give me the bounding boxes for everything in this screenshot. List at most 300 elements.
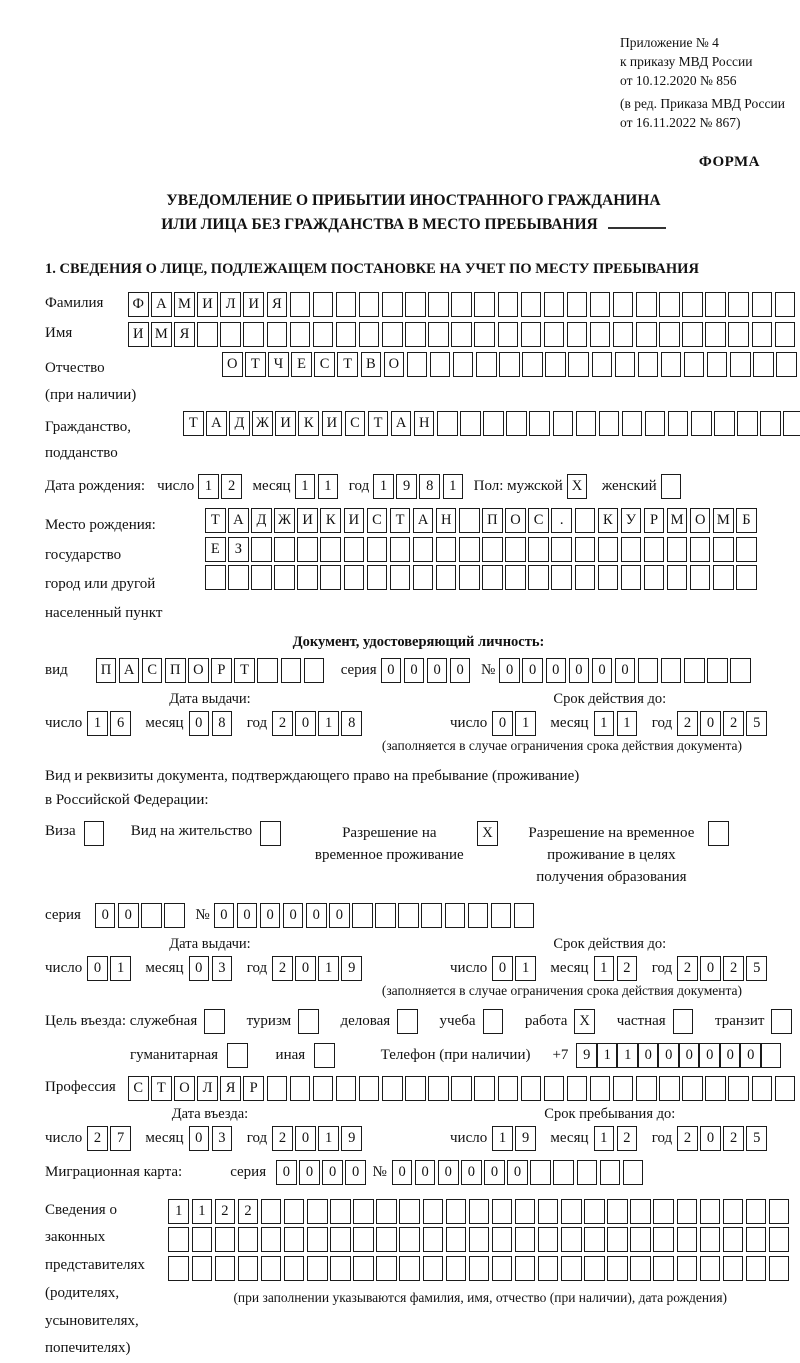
- purpose-service-checkbox[interactable]: [204, 1009, 225, 1034]
- char-box[interactable]: [544, 1076, 565, 1101]
- char-box[interactable]: 0: [415, 1160, 436, 1185]
- char-box[interactable]: [623, 1160, 644, 1185]
- char-box[interactable]: [453, 352, 474, 377]
- char-box[interactable]: [492, 1227, 513, 1252]
- sex-female-checkbox[interactable]: [661, 474, 682, 499]
- char-box[interactable]: [567, 292, 588, 317]
- char-box[interactable]: [661, 352, 682, 377]
- char-box[interactable]: [568, 352, 589, 377]
- char-box[interactable]: 0: [299, 1160, 320, 1185]
- char-box[interactable]: 1: [443, 474, 464, 499]
- char-box[interactable]: [600, 1160, 621, 1185]
- char-box[interactable]: [164, 903, 185, 928]
- char-box[interactable]: [474, 1076, 495, 1101]
- char-box[interactable]: [267, 1076, 288, 1101]
- char-box[interactable]: [714, 411, 735, 436]
- char-box[interactable]: [775, 1076, 796, 1101]
- char-box[interactable]: [645, 411, 666, 436]
- char-box[interactable]: [728, 322, 749, 347]
- purpose-other-checkbox[interactable]: [314, 1043, 335, 1068]
- char-box[interactable]: [644, 537, 665, 562]
- char-box[interactable]: [690, 565, 711, 590]
- char-box[interactable]: [330, 1256, 351, 1281]
- char-box[interactable]: 9: [341, 1126, 362, 1151]
- char-box[interactable]: [530, 1160, 551, 1185]
- char-box[interactable]: [251, 565, 272, 590]
- char-box[interactable]: 2: [617, 1126, 638, 1151]
- char-box[interactable]: 0: [522, 658, 543, 683]
- char-box[interactable]: 1: [318, 956, 339, 981]
- char-box[interactable]: Т: [205, 508, 226, 533]
- char-box[interactable]: 0: [283, 903, 304, 928]
- purpose-study-checkbox[interactable]: [483, 1009, 504, 1034]
- char-box[interactable]: 2: [238, 1199, 259, 1224]
- char-box[interactable]: [705, 292, 726, 317]
- char-box[interactable]: [677, 1227, 698, 1252]
- char-box[interactable]: [538, 1256, 559, 1281]
- char-box[interactable]: 0: [404, 658, 425, 683]
- char-box[interactable]: И: [197, 292, 218, 317]
- char-box[interactable]: 2: [221, 474, 242, 499]
- char-box[interactable]: М: [151, 322, 172, 347]
- char-box[interactable]: А: [119, 658, 140, 683]
- char-box[interactable]: [469, 1227, 490, 1252]
- char-box[interactable]: И: [243, 292, 264, 317]
- char-box[interactable]: Ф: [128, 292, 149, 317]
- char-box[interactable]: [451, 292, 472, 317]
- char-box[interactable]: [284, 1227, 305, 1252]
- char-box[interactable]: [459, 537, 480, 562]
- char-box[interactable]: 2: [215, 1199, 236, 1224]
- char-box[interactable]: [499, 352, 520, 377]
- char-box[interactable]: [483, 411, 504, 436]
- char-box[interactable]: [459, 565, 480, 590]
- char-box[interactable]: [638, 352, 659, 377]
- char-box[interactable]: 9: [341, 956, 362, 981]
- char-box[interactable]: [359, 1076, 380, 1101]
- char-box[interactable]: 2: [677, 1126, 698, 1151]
- char-box[interactable]: [506, 411, 527, 436]
- char-box[interactable]: [644, 565, 665, 590]
- char-box[interactable]: [723, 1227, 744, 1252]
- char-box[interactable]: [659, 292, 680, 317]
- char-box[interactable]: [630, 1227, 651, 1252]
- char-box[interactable]: 0: [679, 1043, 700, 1068]
- char-box[interactable]: 0: [450, 658, 471, 683]
- char-box[interactable]: [290, 322, 311, 347]
- char-box[interactable]: [320, 565, 341, 590]
- char-box[interactable]: [405, 322, 426, 347]
- char-box[interactable]: [353, 1199, 374, 1224]
- char-box[interactable]: [584, 1256, 605, 1281]
- char-box[interactable]: 6: [110, 711, 131, 736]
- char-box[interactable]: Е: [205, 537, 226, 562]
- char-box[interactable]: [622, 411, 643, 436]
- char-box[interactable]: [482, 537, 503, 562]
- char-box[interactable]: О: [222, 352, 243, 377]
- char-box[interactable]: [630, 1199, 651, 1224]
- char-box[interactable]: [304, 658, 325, 683]
- char-box[interactable]: [667, 537, 688, 562]
- char-box[interactable]: [307, 1256, 328, 1281]
- char-box[interactable]: [576, 411, 597, 436]
- char-box[interactable]: [598, 565, 619, 590]
- char-box[interactable]: [567, 1076, 588, 1101]
- char-box[interactable]: [192, 1256, 213, 1281]
- visa-checkbox[interactable]: [84, 821, 105, 846]
- char-box[interactable]: [492, 1256, 513, 1281]
- char-box[interactable]: .: [551, 508, 572, 533]
- char-box[interactable]: Н: [414, 411, 435, 436]
- char-box[interactable]: 0: [322, 1160, 343, 1185]
- char-box[interactable]: 8: [341, 711, 362, 736]
- char-box[interactable]: [367, 565, 388, 590]
- char-box[interactable]: 8: [419, 474, 440, 499]
- char-box[interactable]: 2: [723, 711, 744, 736]
- char-box[interactable]: [290, 1076, 311, 1101]
- char-box[interactable]: 0: [237, 903, 258, 928]
- char-box[interactable]: 0: [700, 711, 721, 736]
- char-box[interactable]: [215, 1256, 236, 1281]
- char-box[interactable]: Я: [267, 292, 288, 317]
- char-box[interactable]: [736, 565, 757, 590]
- char-box[interactable]: Ч: [268, 352, 289, 377]
- char-box[interactable]: [700, 1256, 721, 1281]
- char-box[interactable]: Л: [197, 1076, 218, 1101]
- char-box[interactable]: [382, 1076, 403, 1101]
- char-box[interactable]: [553, 411, 574, 436]
- char-box[interactable]: Д: [229, 411, 250, 436]
- char-box[interactable]: 0: [392, 1160, 413, 1185]
- char-box[interactable]: [769, 1199, 790, 1224]
- char-box[interactable]: [528, 537, 549, 562]
- char-box[interactable]: 0: [438, 1160, 459, 1185]
- char-box[interactable]: [313, 1076, 334, 1101]
- char-box[interactable]: [460, 411, 481, 436]
- char-box[interactable]: Л: [220, 292, 241, 317]
- char-box[interactable]: 2: [272, 711, 293, 736]
- char-box[interactable]: [390, 565, 411, 590]
- char-box[interactable]: [746, 1256, 767, 1281]
- char-box[interactable]: [521, 322, 542, 347]
- char-box[interactable]: [498, 292, 519, 317]
- char-box[interactable]: [238, 1227, 259, 1252]
- char-box[interactable]: [553, 1160, 574, 1185]
- char-box[interactable]: [728, 292, 749, 317]
- char-box[interactable]: [274, 537, 295, 562]
- purpose-tourism-checkbox[interactable]: [298, 1009, 319, 1034]
- char-box[interactable]: 1: [168, 1199, 189, 1224]
- char-box[interactable]: [243, 322, 264, 347]
- char-box[interactable]: О: [188, 658, 209, 683]
- char-box[interactable]: [405, 1076, 426, 1101]
- char-box[interactable]: А: [228, 508, 249, 533]
- char-box[interactable]: [700, 1199, 721, 1224]
- char-box[interactable]: [515, 1199, 536, 1224]
- char-box[interactable]: 9: [515, 1126, 536, 1151]
- char-box[interactable]: 5: [746, 956, 767, 981]
- char-box[interactable]: 2: [617, 956, 638, 981]
- char-box[interactable]: 1: [192, 1199, 213, 1224]
- char-box[interactable]: [290, 292, 311, 317]
- char-box[interactable]: [168, 1227, 189, 1252]
- char-box[interactable]: Р: [243, 1076, 264, 1101]
- char-box[interactable]: [353, 1227, 374, 1252]
- char-box[interactable]: 0: [658, 1043, 679, 1068]
- char-box[interactable]: [353, 1256, 374, 1281]
- char-box[interactable]: С: [128, 1076, 149, 1101]
- char-box[interactable]: [529, 411, 550, 436]
- char-box[interactable]: 1: [295, 474, 316, 499]
- char-box[interactable]: П: [96, 658, 117, 683]
- char-box[interactable]: Т: [390, 508, 411, 533]
- char-box[interactable]: С: [314, 352, 335, 377]
- char-box[interactable]: 0: [189, 711, 210, 736]
- char-box[interactable]: [723, 1199, 744, 1224]
- char-box[interactable]: [590, 292, 611, 317]
- char-box[interactable]: Р: [644, 508, 665, 533]
- char-box[interactable]: [653, 1227, 674, 1252]
- char-box[interactable]: 1: [617, 1043, 638, 1068]
- char-box[interactable]: 1: [617, 711, 638, 736]
- char-box[interactable]: [752, 292, 773, 317]
- char-box[interactable]: [700, 1227, 721, 1252]
- char-box[interactable]: [359, 292, 380, 317]
- char-box[interactable]: [261, 1199, 282, 1224]
- char-box[interactable]: 3: [212, 956, 233, 981]
- char-box[interactable]: [736, 537, 757, 562]
- char-box[interactable]: [492, 1199, 513, 1224]
- char-box[interactable]: [538, 1199, 559, 1224]
- char-box[interactable]: 0: [740, 1043, 761, 1068]
- char-box[interactable]: [753, 352, 774, 377]
- char-box[interactable]: [522, 352, 543, 377]
- char-box[interactable]: [775, 292, 796, 317]
- char-box[interactable]: Р: [211, 658, 232, 683]
- char-box[interactable]: 0: [345, 1160, 366, 1185]
- char-box[interactable]: 0: [87, 956, 108, 981]
- char-box[interactable]: 7: [110, 1126, 131, 1151]
- char-box[interactable]: 0: [461, 1160, 482, 1185]
- char-box[interactable]: 0: [276, 1160, 297, 1185]
- char-box[interactable]: [584, 1227, 605, 1252]
- char-box[interactable]: 5: [746, 711, 767, 736]
- char-box[interactable]: [661, 658, 682, 683]
- char-box[interactable]: [261, 1227, 282, 1252]
- char-box[interactable]: [737, 411, 758, 436]
- char-box[interactable]: [775, 322, 796, 347]
- char-box[interactable]: [476, 352, 497, 377]
- char-box[interactable]: [436, 565, 457, 590]
- char-box[interactable]: [469, 1199, 490, 1224]
- char-box[interactable]: [446, 1199, 467, 1224]
- char-box[interactable]: [307, 1199, 328, 1224]
- char-box[interactable]: [659, 322, 680, 347]
- char-box[interactable]: [436, 537, 457, 562]
- char-box[interactable]: [257, 658, 278, 683]
- char-box[interactable]: 0: [189, 956, 210, 981]
- char-box[interactable]: К: [320, 508, 341, 533]
- char-box[interactable]: 0: [484, 1160, 505, 1185]
- char-box[interactable]: К: [298, 411, 319, 436]
- char-box[interactable]: [336, 322, 357, 347]
- char-box[interactable]: 1: [594, 956, 615, 981]
- char-box[interactable]: [561, 1227, 582, 1252]
- char-box[interactable]: [653, 1199, 674, 1224]
- char-box[interactable]: [613, 1076, 634, 1101]
- char-box[interactable]: И: [344, 508, 365, 533]
- char-box[interactable]: [413, 537, 434, 562]
- char-box[interactable]: [613, 322, 634, 347]
- char-box[interactable]: [746, 1227, 767, 1252]
- char-box[interactable]: [638, 658, 659, 683]
- char-box[interactable]: [515, 1256, 536, 1281]
- char-box[interactable]: [621, 537, 642, 562]
- char-box[interactable]: [359, 322, 380, 347]
- char-box[interactable]: [544, 322, 565, 347]
- char-box[interactable]: [205, 565, 226, 590]
- char-box[interactable]: [430, 352, 451, 377]
- char-box[interactable]: [376, 1256, 397, 1281]
- char-box[interactable]: [630, 1256, 651, 1281]
- char-box[interactable]: С: [367, 508, 388, 533]
- char-box[interactable]: Я: [220, 1076, 241, 1101]
- char-box[interactable]: [561, 1199, 582, 1224]
- char-box[interactable]: 0: [569, 658, 590, 683]
- char-box[interactable]: [636, 1076, 657, 1101]
- char-box[interactable]: [375, 903, 396, 928]
- char-box[interactable]: [251, 537, 272, 562]
- char-box[interactable]: С: [528, 508, 549, 533]
- char-box[interactable]: [607, 1227, 628, 1252]
- char-box[interactable]: 1: [515, 711, 536, 736]
- char-box[interactable]: [215, 1227, 236, 1252]
- char-box[interactable]: [330, 1199, 351, 1224]
- char-box[interactable]: З: [228, 537, 249, 562]
- char-box[interactable]: О: [690, 508, 711, 533]
- char-box[interactable]: [682, 322, 703, 347]
- char-box[interactable]: [344, 565, 365, 590]
- char-box[interactable]: 1: [318, 474, 339, 499]
- char-box[interactable]: 2: [272, 1126, 293, 1151]
- char-box[interactable]: [469, 1256, 490, 1281]
- char-box[interactable]: [668, 411, 689, 436]
- char-box[interactable]: Е: [291, 352, 312, 377]
- char-box[interactable]: 1: [594, 1126, 615, 1151]
- char-box[interactable]: [297, 537, 318, 562]
- char-box[interactable]: [468, 903, 489, 928]
- char-box[interactable]: [336, 1076, 357, 1101]
- char-box[interactable]: 0: [189, 1126, 210, 1151]
- char-box[interactable]: К: [598, 508, 619, 533]
- char-box[interactable]: 2: [87, 1126, 108, 1151]
- char-box[interactable]: 0: [507, 1160, 528, 1185]
- char-box[interactable]: 0: [306, 903, 327, 928]
- char-box[interactable]: [284, 1199, 305, 1224]
- char-box[interactable]: М: [713, 508, 734, 533]
- char-box[interactable]: [330, 1227, 351, 1252]
- char-box[interactable]: [723, 1256, 744, 1281]
- edu-residence-checkbox[interactable]: [708, 821, 729, 846]
- temp-residence-checkbox[interactable]: X: [477, 821, 498, 846]
- char-box[interactable]: [713, 537, 734, 562]
- char-box[interactable]: [730, 658, 751, 683]
- char-box[interactable]: [682, 1076, 703, 1101]
- char-box[interactable]: [220, 322, 241, 347]
- char-box[interactable]: 0: [592, 658, 613, 683]
- char-box[interactable]: Ж: [274, 508, 295, 533]
- char-box[interactable]: [705, 322, 726, 347]
- char-box[interactable]: [405, 292, 426, 317]
- char-box[interactable]: 0: [295, 1126, 316, 1151]
- char-box[interactable]: [592, 352, 613, 377]
- char-box[interactable]: [474, 292, 495, 317]
- char-box[interactable]: Т: [337, 352, 358, 377]
- char-box[interactable]: [752, 322, 773, 347]
- purpose-transit-checkbox[interactable]: [771, 1009, 792, 1034]
- char-box[interactable]: 1: [318, 711, 339, 736]
- char-box[interactable]: [769, 1256, 790, 1281]
- char-box[interactable]: [228, 565, 249, 590]
- purpose-work-checkbox[interactable]: X: [574, 1009, 595, 1034]
- residence-permit-checkbox[interactable]: [260, 821, 281, 846]
- char-box[interactable]: [505, 565, 526, 590]
- char-box[interactable]: 2: [677, 711, 698, 736]
- char-box[interactable]: 0: [700, 956, 721, 981]
- char-box[interactable]: С: [345, 411, 366, 436]
- char-box[interactable]: О: [505, 508, 526, 533]
- char-box[interactable]: [615, 352, 636, 377]
- char-box[interactable]: [545, 352, 566, 377]
- char-box[interactable]: [428, 292, 449, 317]
- char-box[interactable]: Я: [174, 322, 195, 347]
- char-box[interactable]: 1: [373, 474, 394, 499]
- char-box[interactable]: [445, 903, 466, 928]
- char-box[interactable]: 0: [638, 1043, 659, 1068]
- purpose-business-checkbox[interactable]: [397, 1009, 418, 1034]
- char-box[interactable]: И: [128, 322, 149, 347]
- char-box[interactable]: [399, 1199, 420, 1224]
- char-box[interactable]: А: [413, 508, 434, 533]
- char-box[interactable]: Т: [183, 411, 204, 436]
- char-box[interactable]: [261, 1256, 282, 1281]
- char-box[interactable]: У: [621, 508, 642, 533]
- char-box[interactable]: [498, 1076, 519, 1101]
- char-box[interactable]: П: [165, 658, 186, 683]
- char-box[interactable]: О: [384, 352, 405, 377]
- char-box[interactable]: [390, 537, 411, 562]
- char-box[interactable]: [336, 292, 357, 317]
- char-box[interactable]: [684, 352, 705, 377]
- char-box[interactable]: [528, 565, 549, 590]
- char-box[interactable]: 0: [214, 903, 235, 928]
- char-box[interactable]: [769, 1227, 790, 1252]
- char-box[interactable]: Б: [736, 508, 757, 533]
- purpose-private-checkbox[interactable]: [673, 1009, 694, 1034]
- char-box[interactable]: [691, 411, 712, 436]
- char-box[interactable]: 0: [492, 711, 513, 736]
- char-box[interactable]: [636, 292, 657, 317]
- char-box[interactable]: [307, 1227, 328, 1252]
- char-box[interactable]: [514, 903, 535, 928]
- char-box[interactable]: 0: [720, 1043, 741, 1068]
- char-box[interactable]: [382, 292, 403, 317]
- char-box[interactable]: [168, 1256, 189, 1281]
- char-box[interactable]: [607, 1199, 628, 1224]
- char-box[interactable]: [367, 537, 388, 562]
- char-box[interactable]: П: [482, 508, 503, 533]
- char-box[interactable]: 0: [295, 711, 316, 736]
